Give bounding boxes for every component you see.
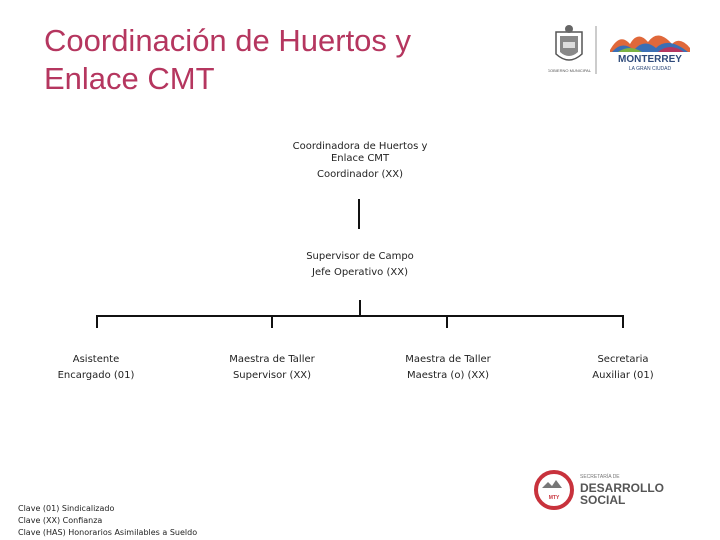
monterrey-logo-graphic (548, 20, 708, 80)
org-node-root (280, 141, 440, 181)
child-3-role: Maestra (o) (XX) (406, 370, 490, 381)
ds-line-1: DESARROLLO (580, 481, 664, 495)
ds-top-text: SECRETARÍA DE (580, 474, 620, 480)
child-2-role: Supervisor (XX) (232, 370, 312, 381)
legend (18, 503, 197, 539)
desarrollo-social-logo (534, 466, 704, 514)
child-1-name: Asistente (72, 354, 120, 365)
org-node-child-1 (36, 353, 156, 383)
root-name-line-2: Enlace CMT (330, 153, 390, 164)
monterrey-tagline: LA GRAN CIUDAD (628, 66, 672, 72)
connector-drop-2 (271, 315, 273, 328)
legend-item-2: Clave (XX) Confianza (18, 516, 103, 525)
connector-drop-3 (446, 315, 448, 328)
ds-badge-icon (536, 472, 572, 508)
child-2-name: Maestra de Taller (229, 354, 315, 365)
connector-horizontal-bar (96, 315, 624, 317)
supervisor-name: Supervisor de Campo (306, 251, 414, 262)
child-4-name: Secretaria (597, 354, 649, 365)
page-title (44, 22, 504, 98)
root-name-line-1: Coordinadora de Huertos y (292, 141, 428, 152)
desarrollo-social-logo-graphic (534, 466, 704, 514)
title-line-2: Enlace CMT (44, 61, 215, 96)
legend-item-1: Clave (01) Sindicalizado (18, 504, 115, 513)
ds-badge-text: MTY (548, 495, 560, 501)
child-1-role: Encargado (01) (57, 370, 135, 381)
org-node-supervisor (280, 250, 440, 280)
org-node-child-2 (212, 353, 332, 383)
legend-item-3: Clave (HAS) Honorarios Asimilables a Sueldo (18, 528, 198, 537)
child-4-role: Auxiliar (01) (592, 370, 654, 381)
monterrey-logo (548, 20, 708, 80)
mountain-mark-icon (610, 35, 690, 52)
org-node-child-3 (388, 353, 508, 383)
root-role: Coordinador (XX) (316, 169, 403, 180)
ds-line-2: SOCIAL (580, 493, 626, 507)
monterrey-wordmark: MONTERREY (618, 54, 682, 65)
connector-level2-bar (359, 300, 361, 316)
seal-caption: GOBIERNO MUNICIPAL (548, 68, 592, 73)
municipal-seal-icon (556, 25, 582, 60)
org-node-child-4 (563, 353, 683, 383)
title-line-1: Coordinación de Huertos y (44, 23, 412, 58)
supervisor-role: Jefe Operativo (XX) (312, 267, 408, 278)
connector-drop-4 (622, 315, 624, 328)
connector-drop-1 (96, 315, 98, 328)
child-3-name: Maestra de Taller (405, 354, 491, 365)
connector-root-level2 (358, 199, 360, 229)
